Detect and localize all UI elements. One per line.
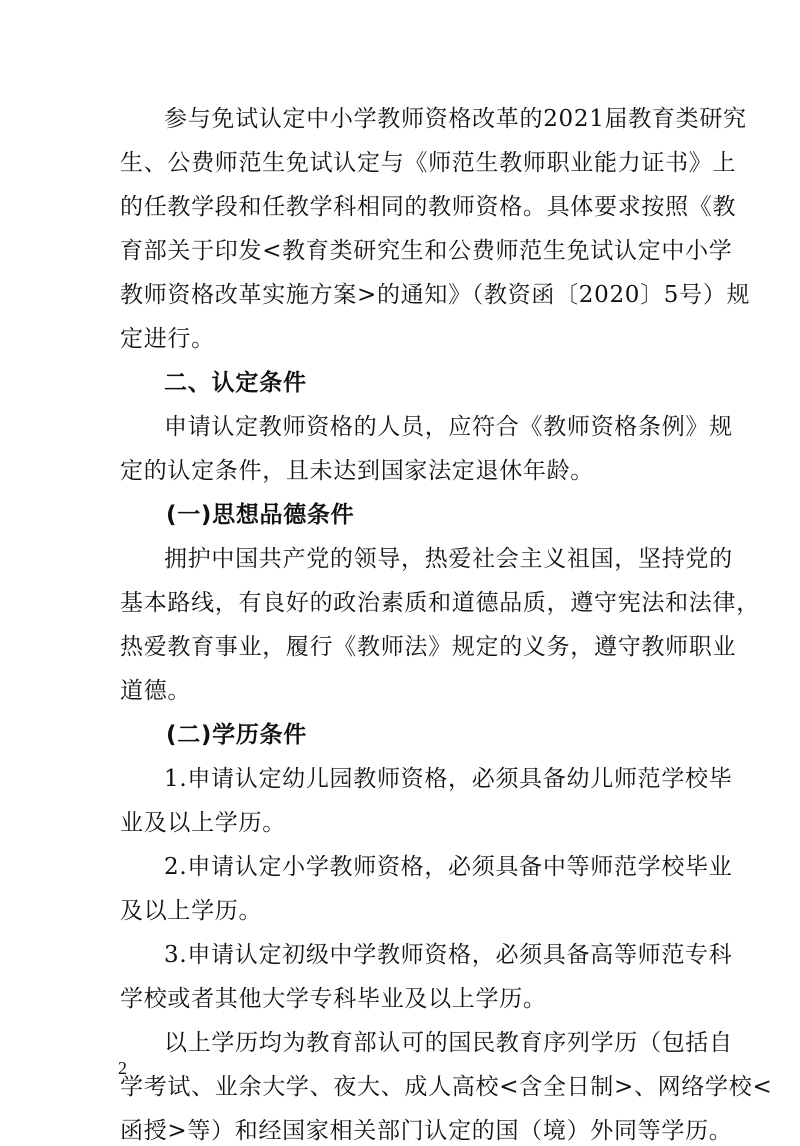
subsection-heading: (二)学历条件 <box>166 722 307 748</box>
body-line: 热爱教育事业，履行《教师法》规定的义务，遵守教师职业 <box>120 634 737 660</box>
body-line: 定的认定条件，且未达到国家法定退休年龄。 <box>120 458 594 484</box>
body-line: 业及以上学历。 <box>120 810 286 836</box>
body-line: 学考试、业余大学、夜大、成人高校<含全日制>、网络学校< <box>120 1074 773 1100</box>
body-line: 学校或者其他大学专科毕业及以上学历。 <box>120 986 547 1012</box>
page-number: 2 <box>118 1058 127 1078</box>
body-line: 3.申请认定初级中学教师资格，必须具备高等师范专科 <box>164 942 733 968</box>
body-line: 函授>等）和经国家相关部门认定的国（境）外同等学历。 <box>120 1118 733 1144</box>
body-line: 参与免试认定中小学教师资格改革的2021届教育类研究 <box>164 106 747 132</box>
body-line: 生、公费师范生免试认定与《师范生教师职业能力证书》上 <box>120 150 737 176</box>
body-line: 定进行。 <box>120 326 215 352</box>
body-line: 及以上学历。 <box>120 898 263 924</box>
body-line: 2.申请认定小学教师资格，必须具备中等师范学校毕业 <box>164 854 733 880</box>
body-line: 教师资格改革实施方案>的通知》（教资函〔2020〕5号）规 <box>120 282 751 308</box>
subsection-heading: (一)思想品德条件 <box>166 502 355 528</box>
section-heading: 二、认定条件 <box>164 370 307 396</box>
body-line: 基本路线，有良好的政治素质和道德品质，遵守宪法和法律， <box>120 590 760 616</box>
body-line: 1.申请认定幼儿园教师资格，必须具备幼儿师范学校毕 <box>164 766 733 792</box>
body-line: 道德。 <box>120 678 192 704</box>
body-line: 育部关于印发<教育类研究生和公费师范生免试认定中小学 <box>120 238 733 264</box>
body-line: 申请认定教师资格的人员，应符合《教师资格条例》规 <box>164 414 733 440</box>
body-line: 以上学历均为教育部认可的国民教育序列学历（包括自 <box>164 1030 733 1056</box>
body-line: 的任教学段和任教学科相同的教师资格。具体要求按照《教 <box>120 194 737 220</box>
body-line: 拥护中国共产党的领导，热爱社会主义祖国，坚持党的 <box>164 546 733 572</box>
